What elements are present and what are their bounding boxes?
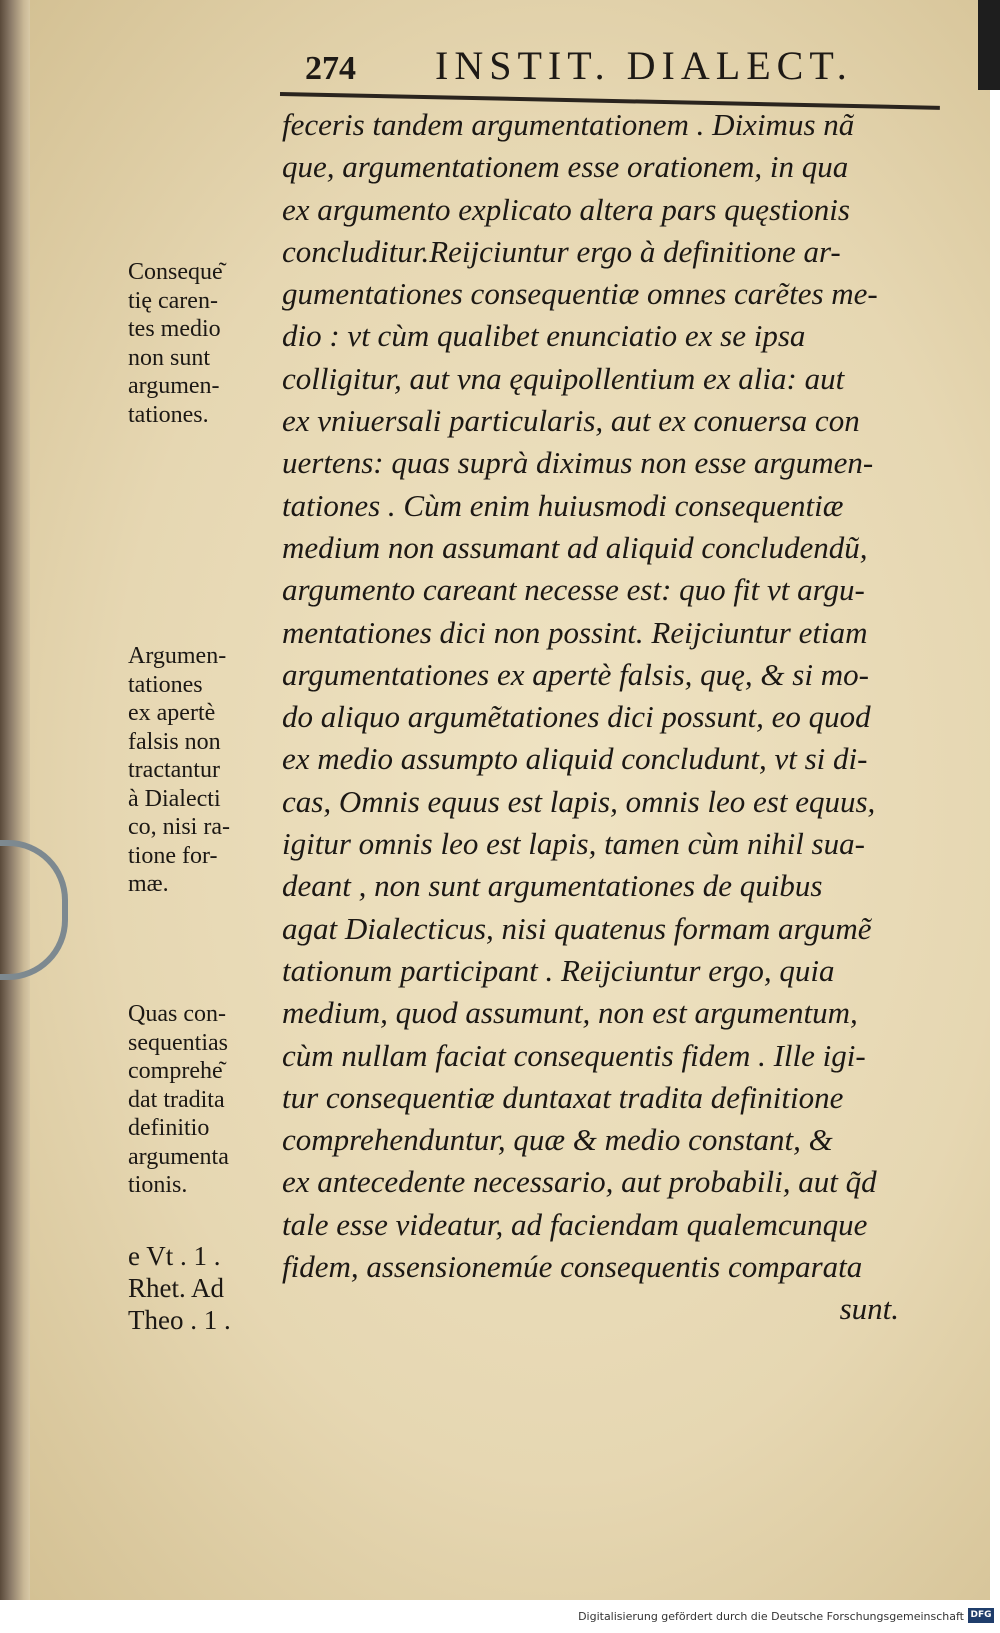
text-line: tationes . Cùm enim huiusmodi consequentiæ bbox=[282, 487, 844, 523]
text-line: ex vniuersali particularis, aut ex conuersa con bbox=[282, 403, 860, 439]
margin-line: argumenta bbox=[128, 1143, 229, 1170]
margin-line: tationes bbox=[128, 671, 203, 698]
text-line: igitur omnis leo est lapis, tamen cùm nihil sua- bbox=[282, 826, 865, 862]
margin-line: argumen- bbox=[128, 373, 220, 399]
margin-line: à Dialecti bbox=[128, 785, 221, 812]
digitization-footer bbox=[0, 1600, 1000, 1633]
text-line: tale esse videatur, ad faciendam qualemcunque bbox=[282, 1206, 868, 1242]
margin-line: Theo . 1 . bbox=[128, 1305, 231, 1335]
page-number: 274 bbox=[305, 50, 356, 87]
running-title: INSTIT. DIALECT. bbox=[435, 43, 853, 88]
margin-line: Rhet. Ad bbox=[128, 1273, 225, 1303]
margin-line: falsis non bbox=[128, 728, 221, 755]
margin-line: e Vt . 1 . bbox=[128, 1241, 221, 1271]
text-line: uertens: quas suprà diximus non esse argumen- bbox=[282, 445, 874, 481]
text-line: sunt. bbox=[839, 1291, 899, 1327]
text-line: agat Dialecticus, nisi quatenus formam argumẽ bbox=[282, 910, 872, 946]
text-line: fidem, assensionemúe consequentis comparata bbox=[282, 1249, 863, 1285]
margin-line: comprehe͂ bbox=[128, 1058, 223, 1084]
text-line: comprehenduntur, quæ & medio constant, & bbox=[282, 1122, 833, 1158]
margin-line: Quas con- bbox=[128, 1001, 226, 1027]
margin-line: dat tradita bbox=[128, 1086, 225, 1113]
page-header bbox=[305, 42, 925, 102]
margin-line: ex apertè bbox=[128, 700, 216, 726]
margin-note-reference bbox=[128, 1240, 273, 1336]
text-line: que, argumentationem esse orationem, in qua bbox=[282, 149, 849, 185]
margin-note-argumentationes bbox=[128, 642, 273, 899]
margin-line: tię caren- bbox=[128, 287, 218, 314]
footer-credit: Digitalisierung gefördert durch die Deutsche Forschungsgemeinschaft bbox=[578, 1610, 964, 1623]
text-line: argumento careant necesse est: quo fit vt argu- bbox=[282, 572, 865, 608]
text-line: argumentationes ex apertè falsis, quę, & si mo- bbox=[282, 656, 869, 692]
book-edge bbox=[0, 0, 34, 1600]
margin-line: mæ. bbox=[128, 871, 169, 897]
main-text bbox=[282, 104, 947, 1331]
text-line: colligitur, aut vna ęquipollentium ex alia: aut bbox=[282, 360, 845, 396]
margin-line: co, nisi ra- bbox=[128, 814, 230, 840]
dfg-logo-icon: DFG bbox=[968, 1608, 994, 1623]
text-line: ex argumento explicato altera pars quęstionis bbox=[282, 191, 850, 227]
margin-note-quas-consequentias bbox=[128, 1000, 273, 1200]
text-line: tur consequentiæ duntaxat tradita definitione bbox=[282, 1079, 844, 1115]
text-line: ex medio assumpto aliquid concludunt, vt si di- bbox=[282, 741, 868, 777]
text-line: dio : vt cùm qualibet enunciatio ex se ipsa bbox=[282, 318, 806, 354]
margin-line: sequentias bbox=[128, 1029, 228, 1056]
margin-line: Argumen- bbox=[128, 643, 227, 669]
text-line: feceris tandem argumentationem . Diximus nã bbox=[282, 107, 855, 142]
text-line: deant , non sunt argumentationes de quibus bbox=[282, 868, 823, 904]
text-line: cùm nullam faciat consequentis fidem . Ille igi- bbox=[282, 1037, 866, 1073]
margin-line: tationes. bbox=[128, 401, 209, 428]
page-shadow bbox=[978, 0, 1000, 90]
text-line: concluditur.Reijciuntur ergo à definitione ar- bbox=[282, 233, 841, 269]
margin-line: tionis. bbox=[128, 1172, 188, 1198]
text-line: do aliquo argumẽtationes dici possunt, eo quod bbox=[282, 699, 871, 735]
text-line: medium non assumant ad aliquid concludendũ, bbox=[282, 529, 868, 565]
margin-line: Conseque͂ bbox=[128, 259, 223, 285]
margin-line: tione for- bbox=[128, 842, 218, 869]
margin-note-consequentiae bbox=[128, 258, 273, 429]
text-line: mentationes dici non possint. Reijciuntur etiam bbox=[282, 614, 868, 650]
margin-line: tes medio bbox=[128, 316, 221, 342]
text-line: medium, quod assumunt, non est argumentum, bbox=[282, 995, 858, 1031]
text-line: gumentationes consequentiæ omnes carẽtes me- bbox=[282, 276, 878, 312]
margin-line: non sunt bbox=[128, 344, 211, 371]
text-line: ex antecedente necessario, aut probabili, aut q̃d bbox=[282, 1164, 877, 1200]
margin-line: definitio bbox=[128, 1115, 210, 1141]
margin-line: tractantur bbox=[128, 757, 220, 783]
text-line: tationum participant . Reijciuntur ergo, quia bbox=[282, 952, 835, 988]
text-line: cas, Omnis equus est lapis, omnis leo est equus, bbox=[282, 783, 876, 819]
